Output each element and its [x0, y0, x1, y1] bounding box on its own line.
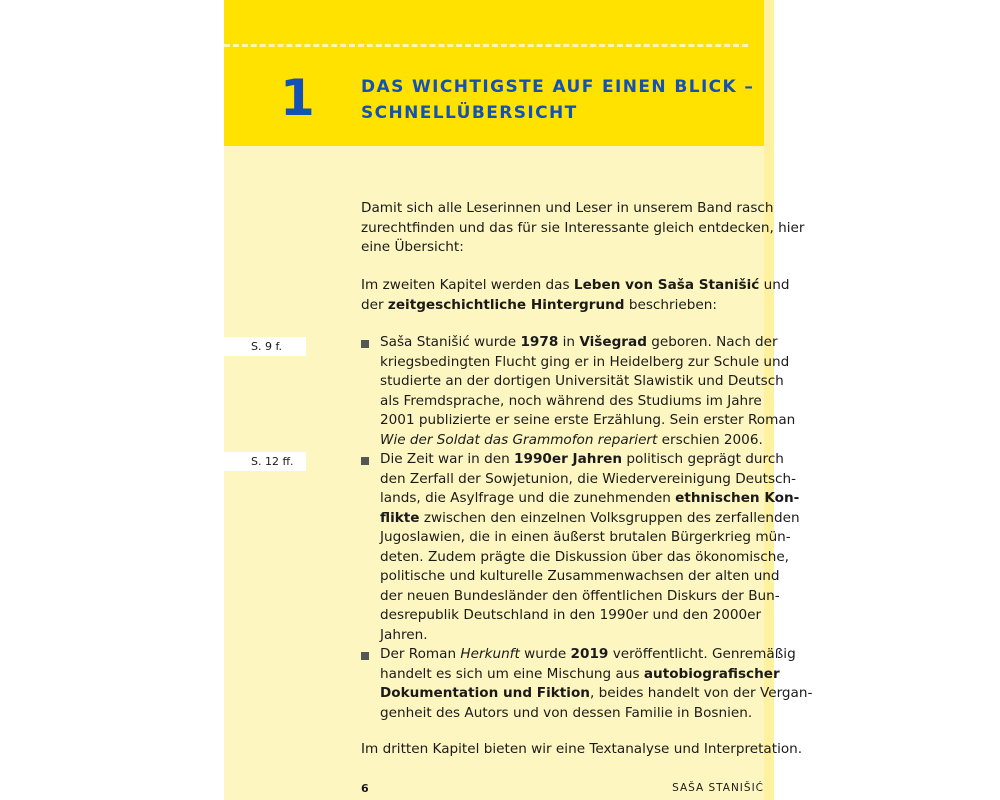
text-run: politisch geprägt durch [622, 451, 784, 467]
text-run: veröffentlicht. Genremäßig [608, 646, 796, 662]
text-run: Im zweiten Kapitel werden das [361, 277, 574, 293]
header-dashed-rule [224, 44, 748, 47]
bullet-line: genheit des Autors und von dessen Familie in Bosnien. [380, 704, 753, 721]
paragraph-line: Im dritten Kapitel bieten wir eine Textanalyse und Interpretation. [361, 741, 803, 757]
text-run: in [558, 334, 580, 350]
bullet-line [380, 431, 772, 451]
intro-line: zurechtfinden und das für sie Interessante gleich entdecken, hier [361, 219, 805, 236]
bullet-line: desrepublik Deutschland in den 1990er und den 2000er [380, 607, 762, 623]
bold-run: Dokumentation und Fiktion [380, 685, 590, 701]
italic-run: Wie der Soldat das Grammofon repariert [380, 431, 658, 448]
running-title: SAŠA STANIŠIĆ [672, 782, 764, 794]
bullet-line: Jugoslawien, die in einen äußerst brutalen Bürgerkrieg mün- [380, 529, 791, 545]
page-number: 6 [361, 782, 369, 795]
text-run: und [759, 277, 790, 293]
bullet-line [380, 489, 800, 509]
third-chapter-paragraph [361, 740, 803, 760]
bold-run: autobiografischer [643, 665, 780, 682]
margin-page-reference: S. 12 ff. [224, 452, 306, 471]
italic-run: Herkunft [460, 646, 520, 662]
intro-paragraph [361, 199, 805, 258]
bold-run: ethnischen Kon- [675, 490, 800, 506]
intro-line: eine Übersicht: [361, 239, 464, 255]
text-run: , beides handelt von der Vergan- [589, 685, 813, 701]
text-run: Der Roman [380, 646, 461, 662]
text-run: erschien 2006. [657, 431, 763, 448]
text-run: geboren. Nach der [646, 334, 778, 350]
bullet-line [380, 665, 780, 685]
intro-line: Damit sich alle Leserinnen und Leser in unserem Band rasch [361, 200, 774, 216]
bullet-item-3 [380, 645, 813, 723]
text-run: zwischen den einzelnen Volksgruppen des zerfallenden [419, 509, 800, 526]
margin-page-reference: S. 9 f. [224, 337, 306, 356]
chapter-number: 1 [280, 69, 315, 127]
chapter-title-line-1: DAS WICHTIGSTE AUF EINEN BLICK – [361, 77, 755, 97]
text-run: lands, die Asylfrage und die zunehmenden [380, 490, 676, 506]
bullet-square-icon [361, 652, 369, 660]
bold-run: Višegrad [579, 334, 647, 350]
bullet-item-1 [380, 333, 796, 450]
second-chapter-paragraph [361, 276, 790, 315]
bullet-line: 2001 publizierte er seine erste Erzählung. Sein erster Roman [380, 412, 796, 428]
bullet-line [380, 509, 800, 529]
bold-run: 1978 [520, 334, 559, 350]
bullet-line: kriegsbedingten Flucht ging er in Heidelberg zur Schule und [380, 353, 790, 370]
bold-run: zeitgeschichtliche Hintergrund [387, 296, 625, 313]
bold-run: 1990er Jahren [514, 451, 623, 467]
bullet-line: der neuen Bundesländer den öffentlichen Diskurs der Bun- [380, 587, 780, 604]
bold-run: 2019 [570, 646, 609, 662]
bullet-line: studierte an der dortigen Universität Slawistik und Deutsch [380, 373, 784, 389]
text-run: handelt es sich um eine Mischung aus [380, 665, 644, 682]
bullet-line: den Zerfall der Sowjetunion, die Wiedervereinigung Deutsch- [380, 470, 797, 487]
bullet-line: als Fremdsprache, noch während des Studiums im Jahre [380, 392, 762, 409]
bullet-square-icon [361, 340, 369, 348]
chapter-title-line-2: SCHNELLÜBERSICHT [361, 103, 578, 123]
bold-run: Leben von Saša Stanišić [573, 277, 760, 293]
bullet-item-2 [380, 450, 800, 645]
text-run: Die Zeit war in den [380, 451, 515, 467]
text-run: beschrieben: [624, 296, 717, 313]
paragraph-line [361, 296, 771, 316]
paragraph-line [361, 276, 790, 296]
bold-run: flikte [380, 509, 420, 526]
bullet-line: deten. Zudem prägte die Diskussion über das ökonomische, [380, 548, 790, 565]
bullet-square-icon [361, 457, 369, 465]
bullet-line [380, 450, 784, 470]
text-run: Saša Stanišić wurde [380, 334, 521, 350]
bullet-line: politische und kulturelle Zusammenwachsen der alten und [380, 568, 780, 584]
chapter-title [361, 74, 754, 126]
text-run: wurde [519, 646, 571, 662]
bullet-line [380, 333, 778, 353]
bullet-line: Jahren. [380, 626, 428, 643]
bullet-line [380, 645, 796, 665]
bullet-line [380, 684, 813, 704]
text-run: der [361, 296, 388, 313]
